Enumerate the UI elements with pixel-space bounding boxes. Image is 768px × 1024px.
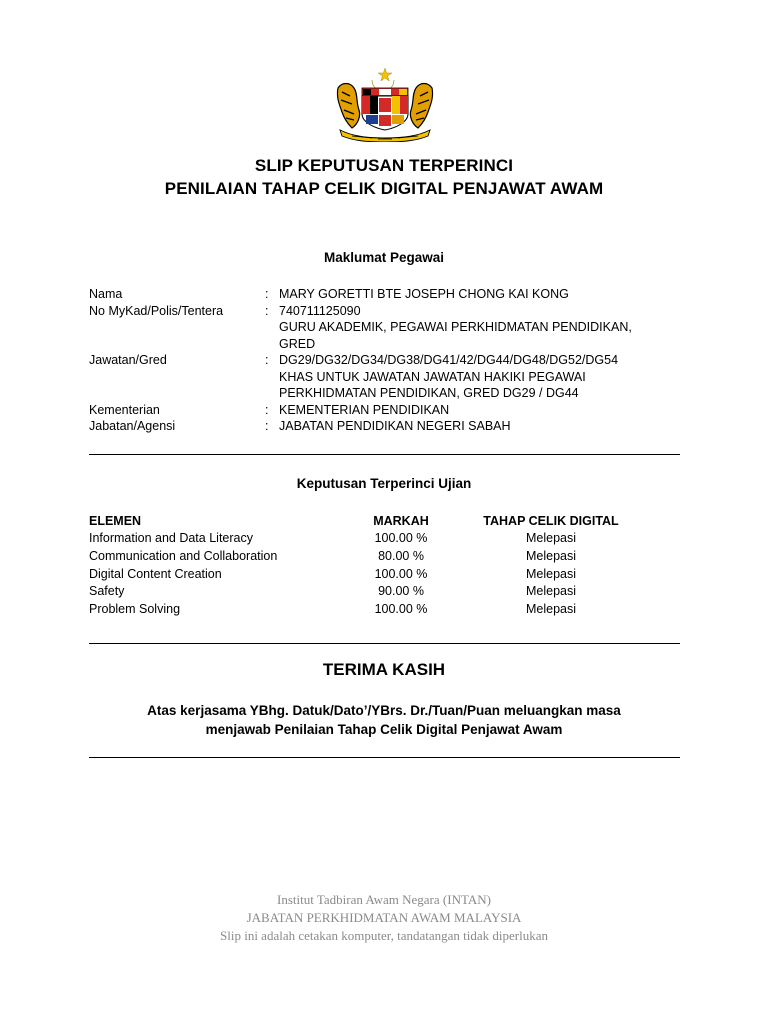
agency-value: JABATAN PENDIDIKAN NEGERI SABAH [279,419,511,433]
name-label: Nama [89,287,123,301]
post-value-line: PERKHIDMATAN PENDIDIKAN, GRED DG29 / DG44 [279,386,579,400]
level-cell: Melepasi [525,601,577,616]
id-row [89,303,689,320]
results-heading: Keputusan Terperinci Ujian [296,476,472,491]
thanks-heading: TERIMA KASIH [322,660,446,679]
document-subtitle: PENILAIAN TAHAP CELIK DIGITAL PENJAWAT AWAM [164,179,604,198]
score-cell: 100.00 % [374,531,428,546]
table-row [89,547,680,565]
separator: : [265,303,269,318]
level-cell: Melepasi [525,531,577,546]
agency-label: Jabatan/Agensi [89,419,176,433]
element-cell: Digital Content Creation [89,566,222,581]
post-value-line: KHAS UNTUK JAWATAN JAWATAN HAKIKI PEGAWAI [279,369,586,384]
officer-info-heading: Maklumat Pegawai [323,250,445,265]
post-label [89,319,265,402]
post-value-line: GURU AKADEMIK, PEGAWAI PERKHIDMATAN PENDIDIKAN, [279,320,632,334]
document-title: SLIP KEPUTUSAN TERPERINCI [254,156,514,175]
agency-row [89,418,689,435]
post-value [279,319,669,402]
column-header-level: TAHAP CELIK DIGITAL [483,513,619,528]
officer-info-block [89,286,689,435]
level-cell: Melepasi [525,548,577,563]
table-row [89,600,680,618]
footer-institute: Institut Tadbiran Awam Negara (INTAN) [277,892,491,907]
element-cell: Communication and Collaboration [89,548,278,563]
results-header-row [89,512,680,530]
table-row [89,565,680,583]
separator: : [265,353,269,367]
column-header-element: ELEMEN [89,513,142,528]
element-cell: Problem Solving [89,601,181,616]
malaysia-coat-of-arms-icon [332,66,438,142]
level-cell: Melepasi [525,584,577,599]
name-value: MARY GORETTI BTE JOSEPH CHONG KAI KONG [279,287,569,301]
id-value: 740711125090 [279,303,361,318]
post-label-text: Jawatan/Gred [89,353,167,367]
ministry-label: Kementerian [89,402,160,417]
divider [89,643,680,644]
separator: : [265,419,269,433]
footer-department: JABATAN PERKHIDMATAN AWAM MALAYSIA [246,910,522,925]
post-value-line: DG29/DG32/DG34/DG38/DG41/42/DG44/DG48/DG52/DG54 [279,353,619,367]
table-row [89,582,680,600]
level-cell: Melepasi [525,566,577,581]
appreciation-line: menjawab Penilaian Tahap Celik Digital Penjawat Awam [205,722,563,737]
ministry-row [89,402,689,419]
id-label: No MyKad/Polis/Tentera [89,303,224,318]
separator-column [265,319,279,402]
post-row [89,319,689,402]
table-row [89,530,680,548]
separator: : [265,402,269,417]
results-table [89,512,680,618]
divider [89,454,680,455]
name-row [89,286,689,303]
footer [0,891,768,945]
appreciation-text [100,701,668,739]
ministry-value: KEMENTERIAN PENDIDIKAN [279,402,450,417]
score-cell: 80.00 % [378,548,424,563]
post-value-line: GRED [279,336,316,351]
divider [89,757,680,758]
footer-note: Slip ini adalah cetakan komputer, tandatangan tidak diperlukan [220,928,548,943]
element-cell: Information and Data Literacy [89,531,253,546]
element-cell: Safety [89,584,125,599]
score-cell: 90.00 % [378,584,424,599]
appreciation-line: Atas kerjasama YBhg. Datuk/Dato’/YBrs. Dr./Tuan/Puan meluangkan masa [147,703,621,718]
column-header-score: MARKAH [373,513,429,528]
score-cell: 100.00 % [374,566,428,581]
separator: : [265,287,269,301]
score-cell: 100.00 % [374,601,428,616]
